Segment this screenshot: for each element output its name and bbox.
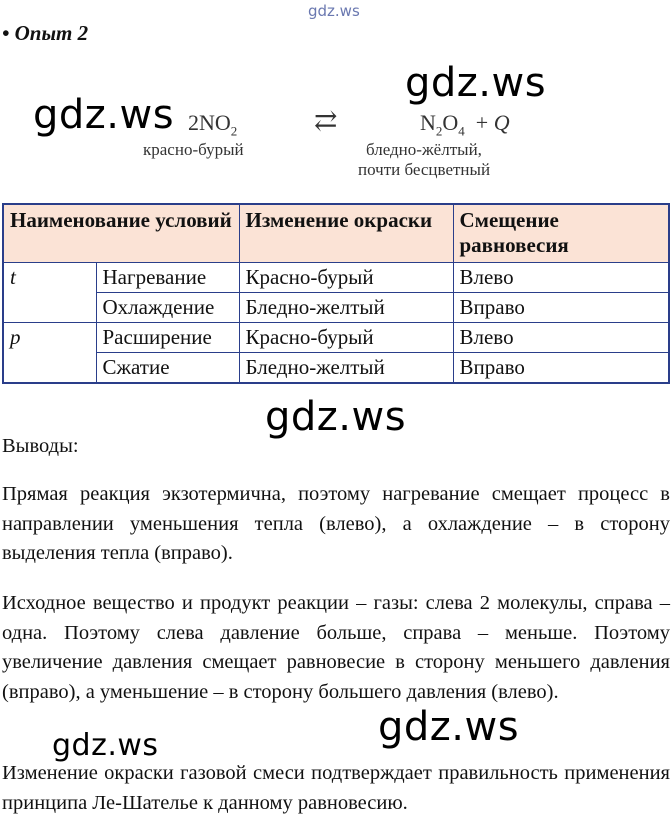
conditions-table <box>2 203 670 384</box>
condition-cell: Расширение <box>96 323 239 353</box>
watermark-equation-right: gdz.ws <box>405 60 547 106</box>
color-cell: Красно-бурый <box>239 323 453 353</box>
table-row <box>3 293 669 323</box>
table-row <box>3 263 669 293</box>
condition-cell: Охлаждение <box>96 293 239 323</box>
watermark-equation-left: gdz.ws <box>33 92 175 138</box>
condition-cell: Нагревание <box>96 263 239 293</box>
conclusions-title: Выводы: <box>2 435 79 457</box>
shift-cell: Вправо <box>453 353 669 384</box>
symbol-temperature: t <box>3 263 96 323</box>
header-color-change: Изменение окраски <box>239 204 453 263</box>
watermark-top: gdz.ws <box>308 2 360 20</box>
header-conditions: Наименование условий <box>3 204 239 263</box>
shift-cell: Вправо <box>453 293 669 323</box>
product-color-label-2: почти бесцветный <box>358 160 491 179</box>
color-cell: Красно-бурый <box>239 263 453 293</box>
watermark-bottom-left: gdz.ws <box>52 728 159 763</box>
watermark-middle: gdz.ws <box>265 394 407 440</box>
condition-cell: Сжатие <box>96 353 239 384</box>
symbol-pressure: p <box>3 323 96 384</box>
table-header-row <box>3 204 669 263</box>
shift-cell: Влево <box>453 323 669 353</box>
color-cell: Бледно-желтый <box>239 353 453 384</box>
conclusion-paragraph-1: Прямая реакция экзотермична, поэтому нагревание смещает процесс в направлении уменьшения тепла (влево), а охлаждение – в сторону выделения тепла (вправо). <box>2 483 670 564</box>
product-color-label-1: бледно-жёлтый, <box>366 140 482 159</box>
conclusion-paragraph-2: Исходное вещество и продукт реакции – газы: слева 2 молекулы, справа – одна. Поэтому слева давление больше, справа – меньше. Поэтому увеличение давления смещает равновесие в сторону меньшего давления (вправо), а уменьшение – в сторону большего давления (влево). <box>2 592 670 703</box>
equilibrium-arrow-icon: ⇄ <box>314 106 338 137</box>
equation-product: $N_2O_4 + Q$ <box>420 110 510 139</box>
experiment-heading: • Опыт 2 <box>2 21 89 45</box>
conclusion-paragraph-3: Изменение окраски газовой смеси подтверждает правильность применения принципа Ле-Шателье к данному равновесию. <box>2 762 670 814</box>
table-row <box>3 323 669 353</box>
shift-cell: Влево <box>453 263 669 293</box>
color-cell: Бледно-желтый <box>239 293 453 323</box>
table-row <box>3 353 669 384</box>
equation-reactant: $2NO_2$ <box>188 110 238 139</box>
reactant-color-label: красно-бурый <box>143 140 244 159</box>
watermark-bottom-right: gdz.ws <box>378 704 520 750</box>
header-equilibrium-shift: Смещение равновесия <box>453 204 669 263</box>
